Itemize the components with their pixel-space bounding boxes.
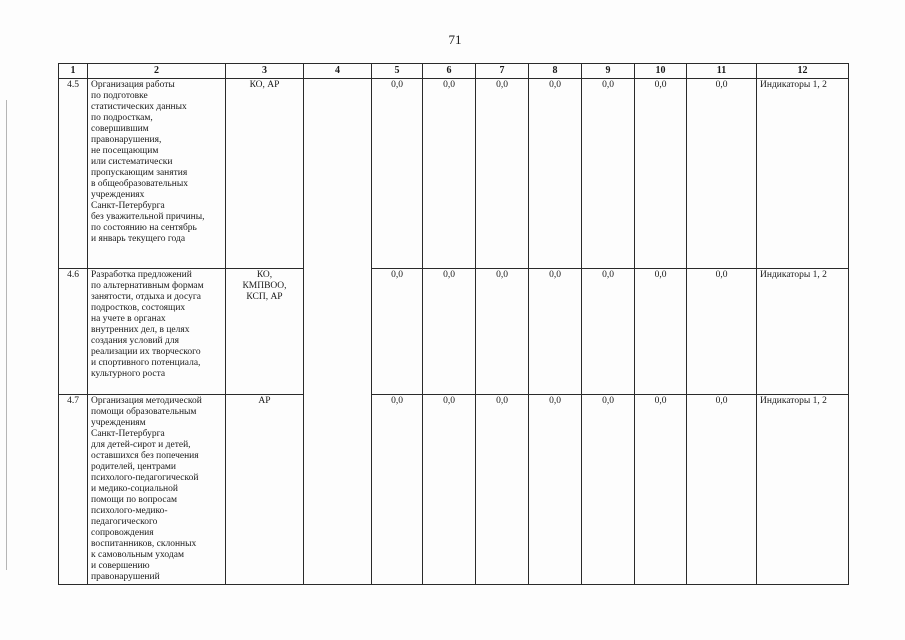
header-col-7: 7 — [476, 64, 529, 79]
row-indicators: Индикаторы 1, 2 — [757, 79, 849, 269]
value-cell: 0,0 — [423, 395, 476, 585]
header-col-5: 5 — [372, 64, 423, 79]
value-cell: 0,0 — [635, 395, 687, 585]
row-description: Организация работы по подготовке статистических данных по подросткам, совершившим правонарушения, не посещающим или систематически пропускающим занятия в общеобразовательных учреждениях Санкт-Петербурга без уважительной причины, по состоянию на сентябрь и январь текущего года — [88, 79, 226, 269]
value-cell: 0,0 — [476, 395, 529, 585]
header-col-3: 3 — [226, 64, 304, 79]
header-col-11: 11 — [687, 64, 757, 79]
value-cell: 0,0 — [529, 269, 582, 395]
value-cell: 0,0 — [582, 395, 635, 585]
value-cell: 0,0 — [423, 79, 476, 269]
row-description: Организация методической помощи образовательным учреждениям Санкт-Петербурга для детей-сирот и детей, оставшихся без попечения родителей, центрами психолого-педагогической и медико-социальной помощи по вопросам психолого-медико- педагогического сопровождения воспитанников, склонных к самовольным уходам и совершению правонарушений — [88, 395, 226, 585]
row-executor: КО, АР — [226, 79, 304, 269]
row-description: Разработка предложений по альтернативным формам занятости, отдыха и досуга подростков, состоящих на учете в органах внутренних дел, в целях создания условий для реализации их творческого и спортивного потенциала, культурного роста — [88, 269, 226, 395]
value-cell: 0,0 — [476, 269, 529, 395]
value-cell: 0,0 — [635, 79, 687, 269]
value-cell: 0,0 — [687, 79, 757, 269]
value-cell: 0,0 — [635, 269, 687, 395]
value-cell: 0,0 — [582, 269, 635, 395]
value-cell: 0,0 — [372, 395, 423, 585]
program-table — [58, 63, 849, 585]
margin-line — [6, 100, 7, 570]
value-cell: 0,0 — [687, 395, 757, 585]
header-col-10: 10 — [635, 64, 687, 79]
header-col-2: 2 — [88, 64, 226, 79]
header-col-6: 6 — [423, 64, 476, 79]
row-indicators: Индикаторы 1, 2 — [757, 269, 849, 395]
header-col-8: 8 — [529, 64, 582, 79]
header-col-4: 4 — [304, 64, 372, 79]
page-number: 71 — [448, 32, 462, 47]
row-number: 4.6 — [59, 269, 88, 395]
value-cell: 0,0 — [529, 79, 582, 269]
value-cell: 0,0 — [476, 79, 529, 269]
row-executor: КО, КМПВОО, КСП, АР — [226, 269, 304, 395]
row-executor: АР — [226, 395, 304, 585]
table-row — [59, 395, 849, 585]
value-cell: 0,0 — [372, 269, 423, 395]
value-cell: 0,0 — [687, 269, 757, 395]
row-number: 4.7 — [59, 395, 88, 585]
header-col-1: 1 — [59, 64, 88, 79]
value-cell: 0,0 — [582, 79, 635, 269]
table-row — [59, 269, 849, 395]
row-number: 4.5 — [59, 79, 88, 269]
header-col-9: 9 — [582, 64, 635, 79]
header-col-12: 12 — [757, 64, 849, 79]
row-indicators: Индикаторы 1, 2 — [757, 395, 849, 585]
value-cell: 0,0 — [372, 79, 423, 269]
value-cell: 0,0 — [529, 395, 582, 585]
header-row — [59, 64, 849, 79]
table-row — [59, 79, 849, 269]
value-cell: 0,0 — [423, 269, 476, 395]
column-4-empty — [304, 79, 372, 585]
